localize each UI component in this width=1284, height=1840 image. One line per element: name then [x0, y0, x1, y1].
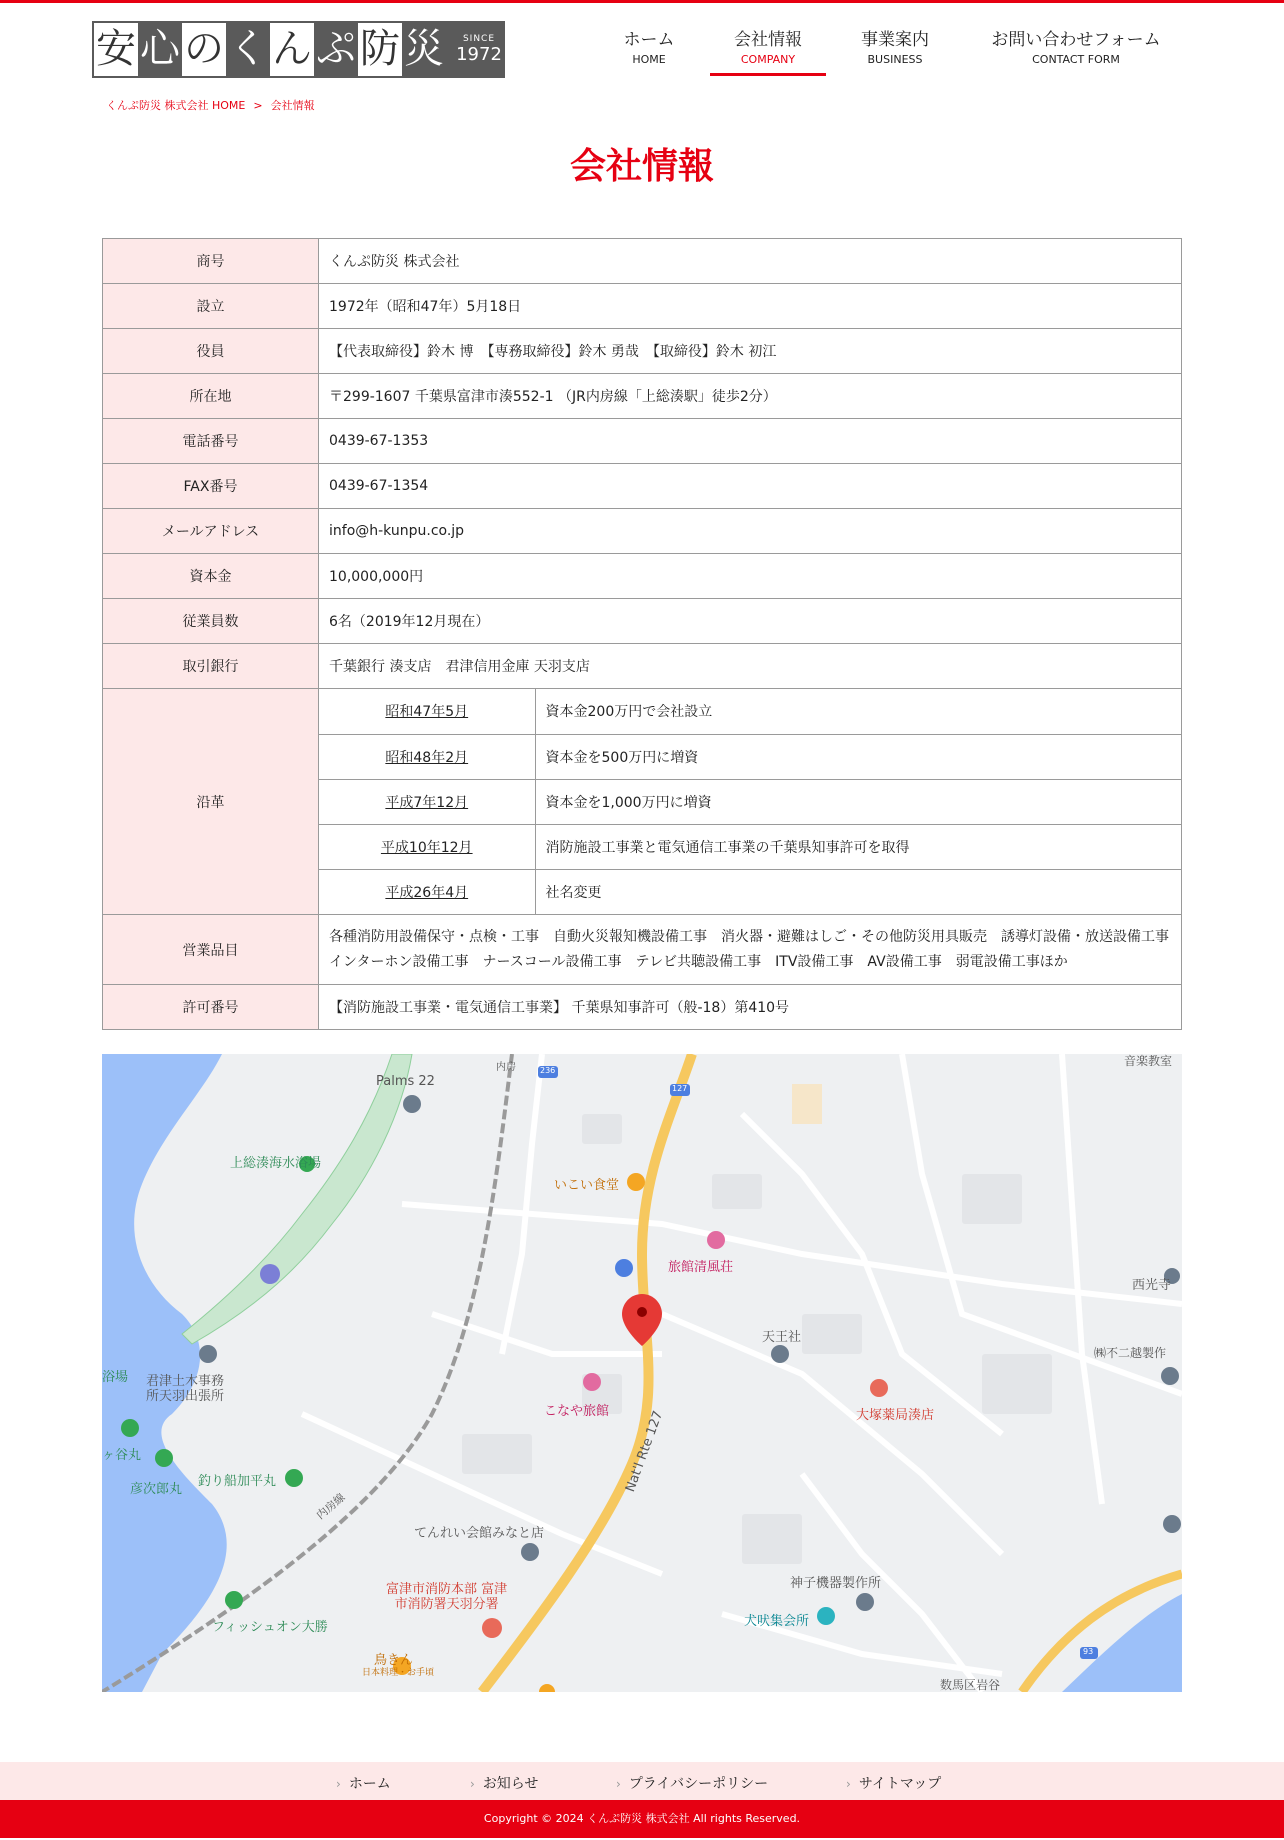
map-label-torikin-sub: 日本料理・お手頃 [362, 1668, 435, 1678]
row-value: 〒299-1607 千葉県富津市湊552-1 （JR内房線「上総湊駅」徒歩2分） [319, 374, 1182, 419]
shrine-marker-icon [771, 1345, 789, 1363]
map-label-saikoji: 西光寺 [1132, 1278, 1172, 1293]
map-label-kimitsu-office [146, 1374, 224, 1404]
nav-business[interactable] [850, 28, 940, 73]
sea-area-right [1062, 1594, 1182, 1692]
row-label: メールアドレス [103, 509, 319, 554]
row-value: 6名（2019年12月現在） [319, 599, 1182, 644]
table-row [103, 985, 1182, 1030]
logo-char: の [182, 23, 226, 76]
breadcrumb [106, 97, 315, 113]
map-label-tenno: 天王社 [762, 1330, 802, 1345]
boat-marker-icon [285, 1469, 303, 1487]
nav-home[interactable] [618, 28, 680, 73]
history-item [319, 869, 1181, 914]
map-label-music-school: 音楽教室 [1124, 1054, 1173, 1068]
nav-company[interactable] [710, 28, 826, 73]
map-label-kamiko: 神子機器製作所 [790, 1576, 882, 1591]
boat-marker-icon [155, 1449, 173, 1467]
page-title: 会社情報 [569, 146, 714, 187]
row-label: 資本金 [103, 554, 319, 599]
business-value: 各種消防用設備保守・点検・工事 自動火災報知機設備工事 消火器・避難はしご・その他防災用具販売 誘導灯設備・放送設備工事 インターホン設備工事 ナースコール設備工事 テレビ共聴設備工事 ITV設備工事 AV設備工事 弱電設備工事ほか [319, 915, 1182, 985]
history-desc: 資本金を500万円に増資 [535, 734, 1181, 779]
park-area [182, 1054, 412, 1344]
history-item [319, 689, 1181, 734]
footer-link-news[interactable]: › お知らせ [470, 1773, 538, 1793]
history-item [319, 779, 1181, 824]
map-label-tenrei: てんれい会館みなと店 [414, 1526, 545, 1541]
table-row [103, 644, 1182, 689]
footer-link-sitemap[interactable]: › サイトマップ [846, 1773, 941, 1793]
fishing-marker-icon [225, 1591, 243, 1609]
breadcrumb-current: 会社情報 [270, 99, 315, 112]
row-value: くんぷ防災 株式会社 [319, 239, 1182, 284]
map-label-konaya: こなや旅館 [544, 1404, 610, 1419]
logo-char: ぷ [314, 23, 358, 76]
license-value: 【消防施設工事業・電気通信工事業】 千葉県知事許可（般-18）第410号 [319, 985, 1182, 1030]
map-label-fire-station [386, 1582, 507, 1612]
table-row [103, 239, 1182, 284]
row-label: 設立 [103, 284, 319, 329]
map-label-left-edge: 浴場 [102, 1370, 129, 1385]
map-label-fire-line1: 富津市消防本部 富津 [386, 1582, 508, 1597]
logo-since [455, 23, 503, 76]
map-label-palms: Palms 22 [376, 1074, 435, 1089]
map-label-torikin-name: 鳥きん [374, 1653, 414, 1668]
nav-home-label: ホーム [623, 30, 675, 50]
history-date[interactable]: 昭和47年5月 [319, 689, 535, 734]
map-label-beach: 上総湊海水浴場 [230, 1156, 322, 1171]
table-row [103, 509, 1182, 554]
map-label-hikojiro: 彦次郎丸 [130, 1482, 183, 1497]
map-graphic [102, 1054, 1182, 1692]
logo-since-label: SINCE [462, 33, 496, 44]
nav-business-label: 事業案内 [861, 30, 929, 50]
history-desc: 資本金を1,000万円に増資 [535, 779, 1181, 824]
table-row [103, 915, 1182, 985]
nav-company-sub: COMPANY [740, 53, 796, 66]
map-label-tsuribune: 釣り船加平丸 [198, 1474, 277, 1489]
company-info-table [102, 238, 1182, 1030]
location-pin-icon[interactable] [622, 1294, 662, 1346]
map-label-seifuso: 旅館清風荘 [668, 1260, 734, 1275]
history-desc: 社名変更 [545, 884, 602, 901]
map-label-kimitsu-line1: 君津土木事務 [146, 1374, 225, 1389]
hotel-marker-icon [707, 1231, 725, 1249]
history-table [319, 689, 1181, 914]
map-label-r93: 93 [1083, 1647, 1094, 1656]
nav-contact-sub: CONTACT FORM [1032, 53, 1120, 66]
shrine-marker-icon [1163, 1515, 1181, 1533]
logo-char: 防 [358, 23, 402, 76]
nav-company-label: 会社情報 [734, 30, 802, 50]
nav-home-sub: HOME [632, 53, 666, 66]
row-value: 千葉銀行 湊支店 君津信用金庫 天羽支店 [319, 644, 1182, 689]
logo-char: ん [270, 23, 314, 76]
map-label-rail-top: 内房 [496, 1062, 516, 1073]
map-label-torikin [362, 1654, 434, 1680]
gas-marker-icon [539, 1684, 555, 1692]
top-accent-line [0, 0, 1284, 3]
location-pin-dot [637, 1307, 647, 1317]
main-nav [600, 28, 1180, 76]
table-row [103, 599, 1182, 644]
table-row [103, 419, 1182, 464]
history-date[interactable]: 昭和48年2月 [319, 734, 535, 779]
table-row [103, 464, 1182, 509]
map-label-kimitsu-line2: 所天羽出張所 [146, 1389, 225, 1404]
logo-char: 安 [94, 23, 138, 76]
history-desc: 資本金200万円で会社設立 [535, 689, 1181, 734]
company-marker-icon [1161, 1367, 1179, 1385]
history-date[interactable]: 平成10年12月 [319, 824, 535, 869]
history-date[interactable]: 平成7年12月 [319, 779, 535, 824]
row-value: info@h-kunpu.co.jp [319, 509, 1182, 554]
row-label: 電話番号 [103, 419, 319, 464]
map-label-fire-line2: 市消防署天羽分署 [394, 1597, 499, 1612]
parking-marker-icon [260, 1264, 280, 1284]
logo-char: く [226, 23, 270, 76]
license-label: 許可番号 [103, 985, 319, 1030]
boat-marker-icon [121, 1419, 139, 1437]
hall-marker-icon [521, 1543, 539, 1561]
palms-marker-icon [403, 1095, 421, 1113]
map-label-otsuka: 大塚薬局湊店 [856, 1408, 935, 1423]
field-area [792, 1084, 822, 1124]
table-row [103, 329, 1182, 374]
row-label: 役員 [103, 329, 319, 374]
map-label-fujikoshi: ㈱不二越製作 [1094, 1346, 1167, 1360]
office-marker-icon [199, 1345, 217, 1363]
breadcrumb-home-link[interactable]: くんぷ防災 株式会社 HOME [106, 99, 246, 112]
factory-marker-icon [856, 1593, 874, 1611]
logo-char: 災 [402, 23, 446, 76]
map-label-r127: 127 [672, 1084, 688, 1093]
row-label: FAX番号 [103, 464, 319, 509]
map-label-sumaku: 数馬区岩谷 [940, 1678, 1001, 1692]
logo-text [94, 23, 453, 76]
history-item [319, 734, 1181, 779]
restaurant-marker-icon [627, 1173, 645, 1191]
business-label: 営業品目 [103, 915, 319, 985]
map-label-r236: 236 [540, 1066, 556, 1075]
map-label-route: Nat'l Rte 127 [622, 1408, 667, 1495]
footer-link-privacy[interactable]: › プライバシーポリシー [616, 1773, 768, 1793]
logo-since-year: 1972 [456, 43, 502, 65]
fire-station-marker-icon [482, 1618, 502, 1638]
nav-contact-label: お問い合わせフォーム [991, 30, 1161, 50]
history-label: 沿革 [103, 689, 319, 915]
row-value: 10,000,000円 [319, 554, 1182, 599]
ryokan-marker-icon [583, 1373, 601, 1391]
row-value: 0439-67-1354 [319, 464, 1182, 509]
row-value: 1972年（昭和47年）5月18日 [319, 284, 1182, 329]
row-label: 従業員数 [103, 599, 319, 644]
nav-contact[interactable] [984, 28, 1168, 73]
site-logo[interactable] [92, 21, 505, 78]
logo-char: 心 [138, 23, 182, 76]
history-desc: 消防施設工事業と電気通信工事業の千葉県知事許可を取得 [535, 824, 1181, 869]
row-label: 所在地 [103, 374, 319, 419]
row-label: 取引銀行 [103, 644, 319, 689]
footer-link-home[interactable]: › ホーム [336, 1773, 391, 1793]
copyright: Copyright © 2024 くんぷ防災 株式会社 All rights Reserved. [0, 1800, 1284, 1838]
map-label-fishon: フィッシュオン大勝 [212, 1620, 328, 1635]
bus-marker-icon [615, 1259, 633, 1277]
history-row [103, 689, 1182, 915]
map-label-ukatani: ヶ谷丸 [102, 1448, 142, 1463]
map-label-inusaki: 犬吠集会所 [744, 1614, 810, 1629]
history-cell [319, 689, 1182, 915]
table-row [103, 284, 1182, 329]
history-item [319, 824, 1181, 869]
table-row [103, 554, 1182, 599]
nav-business-sub: BUSINESS [867, 53, 923, 66]
pharmacy-marker-icon [870, 1379, 888, 1397]
community-marker-icon [817, 1607, 835, 1625]
location-map[interactable] [102, 1054, 1182, 1692]
map-label-rail: 内房線 [314, 1490, 348, 1522]
row-value: 【代表取締役】鈴木 博 【専務取締役】鈴木 勇哉 【取締役】鈴木 初江 [319, 329, 1182, 374]
row-value: 0439-67-1353 [319, 419, 1182, 464]
route-127-road [482, 1054, 692, 1692]
row-label: 商号 [103, 239, 319, 284]
building-blocks [462, 1114, 1052, 1564]
table-row [103, 374, 1182, 419]
history-date[interactable]: 平成26年4月 [319, 869, 535, 914]
footer-nav [0, 1762, 1284, 1800]
map-label-ikoi: いこい食堂 [554, 1178, 620, 1193]
breadcrumb-separator: > [253, 99, 263, 112]
